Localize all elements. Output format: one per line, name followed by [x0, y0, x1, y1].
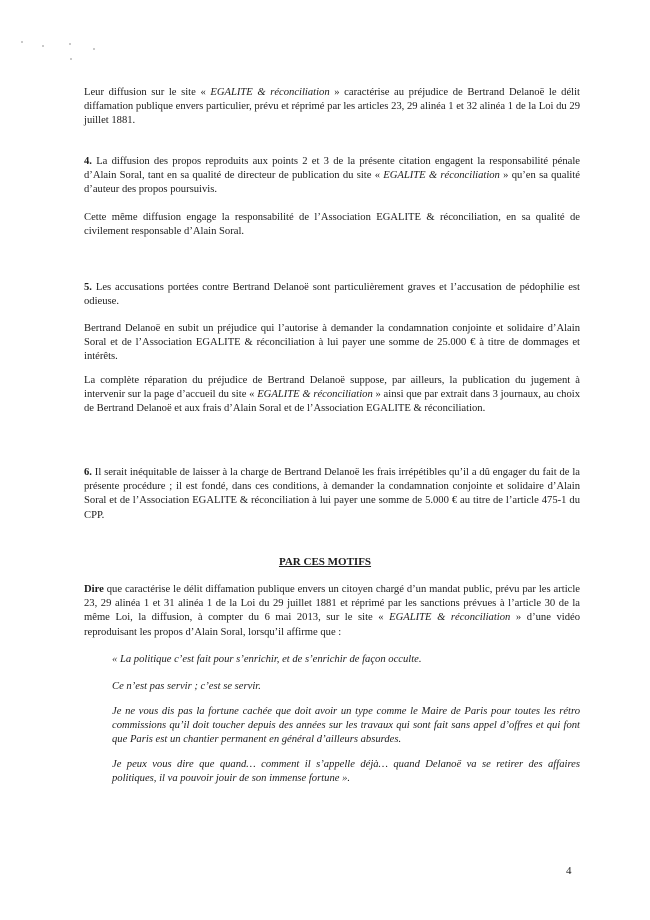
scan-speck	[42, 45, 44, 47]
paragraph-point-6	[84, 466, 580, 523]
point-number: 6.	[84, 467, 92, 478]
text: » qu’en sa qualité d’auteur des propos poursuivis.	[84, 170, 580, 196]
paragraph-point-5	[84, 281, 580, 309]
paragraph-civil-responsibility	[84, 211, 580, 239]
scan-speck	[69, 43, 71, 45]
section-heading: PAR CES MOTIFS	[278, 556, 372, 568]
text: Leur diffusion sur le site «	[84, 87, 211, 98]
scan-speck	[93, 48, 95, 50]
text: » caractérise au préjudice de Bertrand Delanoë le délit diffamation publique envers particulier, prévu et réprimé par les articles 23, 29 alinéa 1 et 32 alinéa 1 de la Loi du 29 juillet 1881.	[84, 87, 580, 127]
text: Cette même diffusion engage la responsabilité de l’Association EGALITE & réconciliation, en sa qualité de civilement responsable d’Alain Soral.	[84, 212, 580, 238]
site-name: EGALITE & réconciliation	[257, 389, 373, 401]
point-number: 4.	[84, 156, 92, 167]
paragraph-publication	[84, 374, 580, 417]
site-name: EGALITE & réconciliation	[383, 170, 500, 182]
scan-speck	[21, 41, 23, 43]
scan-speck	[70, 58, 72, 60]
text: Bertrand Delanoë en subit un préjudice qui l’autorise à demander la condamnation conjointe et solidaire d’Alain Soral et de l’Association EGALITE & réconciliation à lui payer une somme de 25.000 € à titre de dommages et intérêts.	[84, 323, 580, 363]
text: que caractérise le délit diffamation publique envers un citoyen chargé d’un mandat public, prévu par les article 23, 29 alinéa 1 et 31 alinéa 1 de la Loi du 29 juillet 1881 et réprimé par les sanctions prévues à l’article 30 de la même Loi, la diffusion, à compter du 6 mai 2013, sur le site «	[84, 584, 580, 624]
page-number: 4	[566, 865, 572, 877]
quote-line: Je peux vous dire que quand… comment il s’appelle déjà… quand Delanoë va se retirer des affaires politiques, il va pouvoir jouir de son immense fortune ».	[112, 759, 580, 785]
site-name: EGALITE & réconciliation	[210, 87, 330, 98]
quote-line: « La politique c’est fait pour s’enrichir, et de s’enrichir de façon occulte.	[112, 654, 422, 665]
dire-label: Dire	[84, 584, 104, 595]
paragraph-dire	[84, 583, 580, 640]
site-name: EGALITE & réconciliation	[389, 612, 511, 624]
text: La complète réparation du préjudice de Bertrand Delanoë suppose, par ailleurs, la publication du jugement à intervenir sur la page d’accueil du site «	[84, 375, 580, 401]
quote-line: Ce n’est pas servir ; c’est se servir.	[112, 681, 261, 692]
point-number: 5.	[84, 282, 92, 293]
paragraph-point-4	[84, 155, 580, 198]
text: » ainsi que par extrait dans 3 journaux, au choix de Bertrand Delanoë et aux frais d’Alain Soral et de l’Association EGALITE & réconciliation.	[84, 389, 580, 415]
text: La diffusion des propos reproduits aux points 2 et 3 de la présente citation engagent la responsabilité pénale d’Alain Soral, tant en sa qualité de directeur de publication du site «	[84, 156, 580, 182]
quote-line: Je ne vous dis pas la fortune cachée que doit avoir un type comme le Maire de Paris pour toutes les rétro commissions qu’il doit toucher depuis des années sur les travaux qui sont fait sans appel d’offres et qui font que Paris est un chantier permanent en général d’ailleurs absurdes.	[112, 706, 580, 746]
text: » d’une vidéo reproduisant les propos d’Alain Soral, lorsqu’il affirme que :	[84, 612, 580, 638]
text: Les accusations portées contre Bertrand Delanoë sont particulièrement graves et l’accusation de pédophilie est odieuse.	[84, 282, 580, 308]
paragraph-diffusion	[84, 86, 580, 129]
paragraph-damages	[84, 322, 580, 365]
text: Il serait inéquitable de laisser à la charge de Bertrand Delanoë les frais irrépétibles qu’il a dû engager du fait de la présente procédure ; il est fondé, dans ces conditions, à demander la condamnation conjointe et solidaire d’Alain Soral et de l’Association EGALITE & réconciliation à lui payer une somme de 5.000 € au titre de l’article 475-1 du CPP.	[84, 467, 580, 521]
